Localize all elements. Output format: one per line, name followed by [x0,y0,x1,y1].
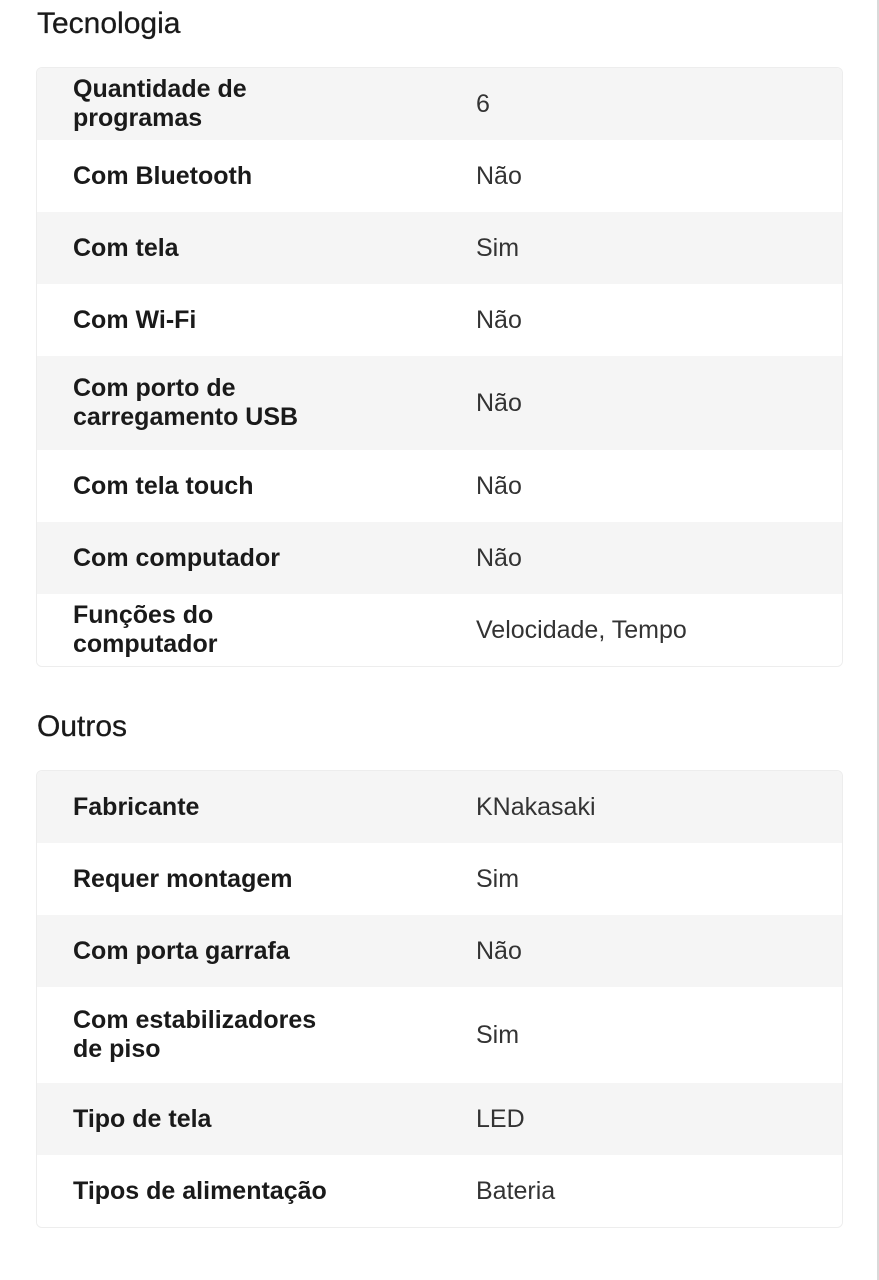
spec-row [37,915,842,987]
spec-label: Tipos de alimentação [73,1176,327,1205]
spec-row [37,212,842,284]
section-title-tecnologia: Tecnologia [37,7,181,40]
spec-row [37,1083,842,1155]
spec-row [37,68,842,140]
spec-table-tecnologia [36,67,843,667]
spec-label: Com tela [73,233,179,262]
spec-label: Com porta garrafa [73,936,290,965]
spec-label: Requer montagem [73,864,293,893]
spec-label: Com Wi-Fi [73,305,197,334]
spec-label: Com computador [73,543,280,572]
spec-value: Sim [476,1020,520,1049]
spec-value: Sim [476,233,520,262]
spec-row [37,356,842,450]
spec-row [37,987,842,1083]
spec-row [37,284,842,356]
spec-table-outros [36,770,843,1228]
spec-value: Bateria [476,1176,556,1205]
spec-value: Não [476,936,522,965]
spec-row [37,522,842,594]
spec-value: Sim [476,864,520,893]
spec-label: Com estabilizadores de piso [73,1006,317,1063]
spec-value: Não [476,388,522,417]
spec-value: Não [476,305,522,334]
spec-label: Fabricante [73,792,200,821]
spec-row [37,771,842,843]
spec-label: Funções do computador [73,601,218,658]
spec-label: Tipo de tela [73,1104,212,1133]
spec-row [37,843,842,915]
spec-row [37,140,842,212]
spec-row [37,1155,842,1227]
spec-row [37,450,842,522]
spec-value: Não [476,161,522,190]
spec-label: Com porto de carregamento USB [73,374,299,431]
spec-row [37,594,842,666]
spec-label: Com Bluetooth [73,161,253,190]
spec-value: Velocidade, Tempo [476,615,687,644]
spec-value: Não [476,471,522,500]
spec-value: LED [476,1104,525,1133]
spec-value: 6 [476,89,490,118]
spec-value: Não [476,543,522,572]
spec-label: Com tela touch [73,471,254,500]
section-title-outros: Outros [37,710,128,743]
spec-value: KNakasaki [476,792,596,821]
spec-label: Quantidade de programas [73,75,247,132]
